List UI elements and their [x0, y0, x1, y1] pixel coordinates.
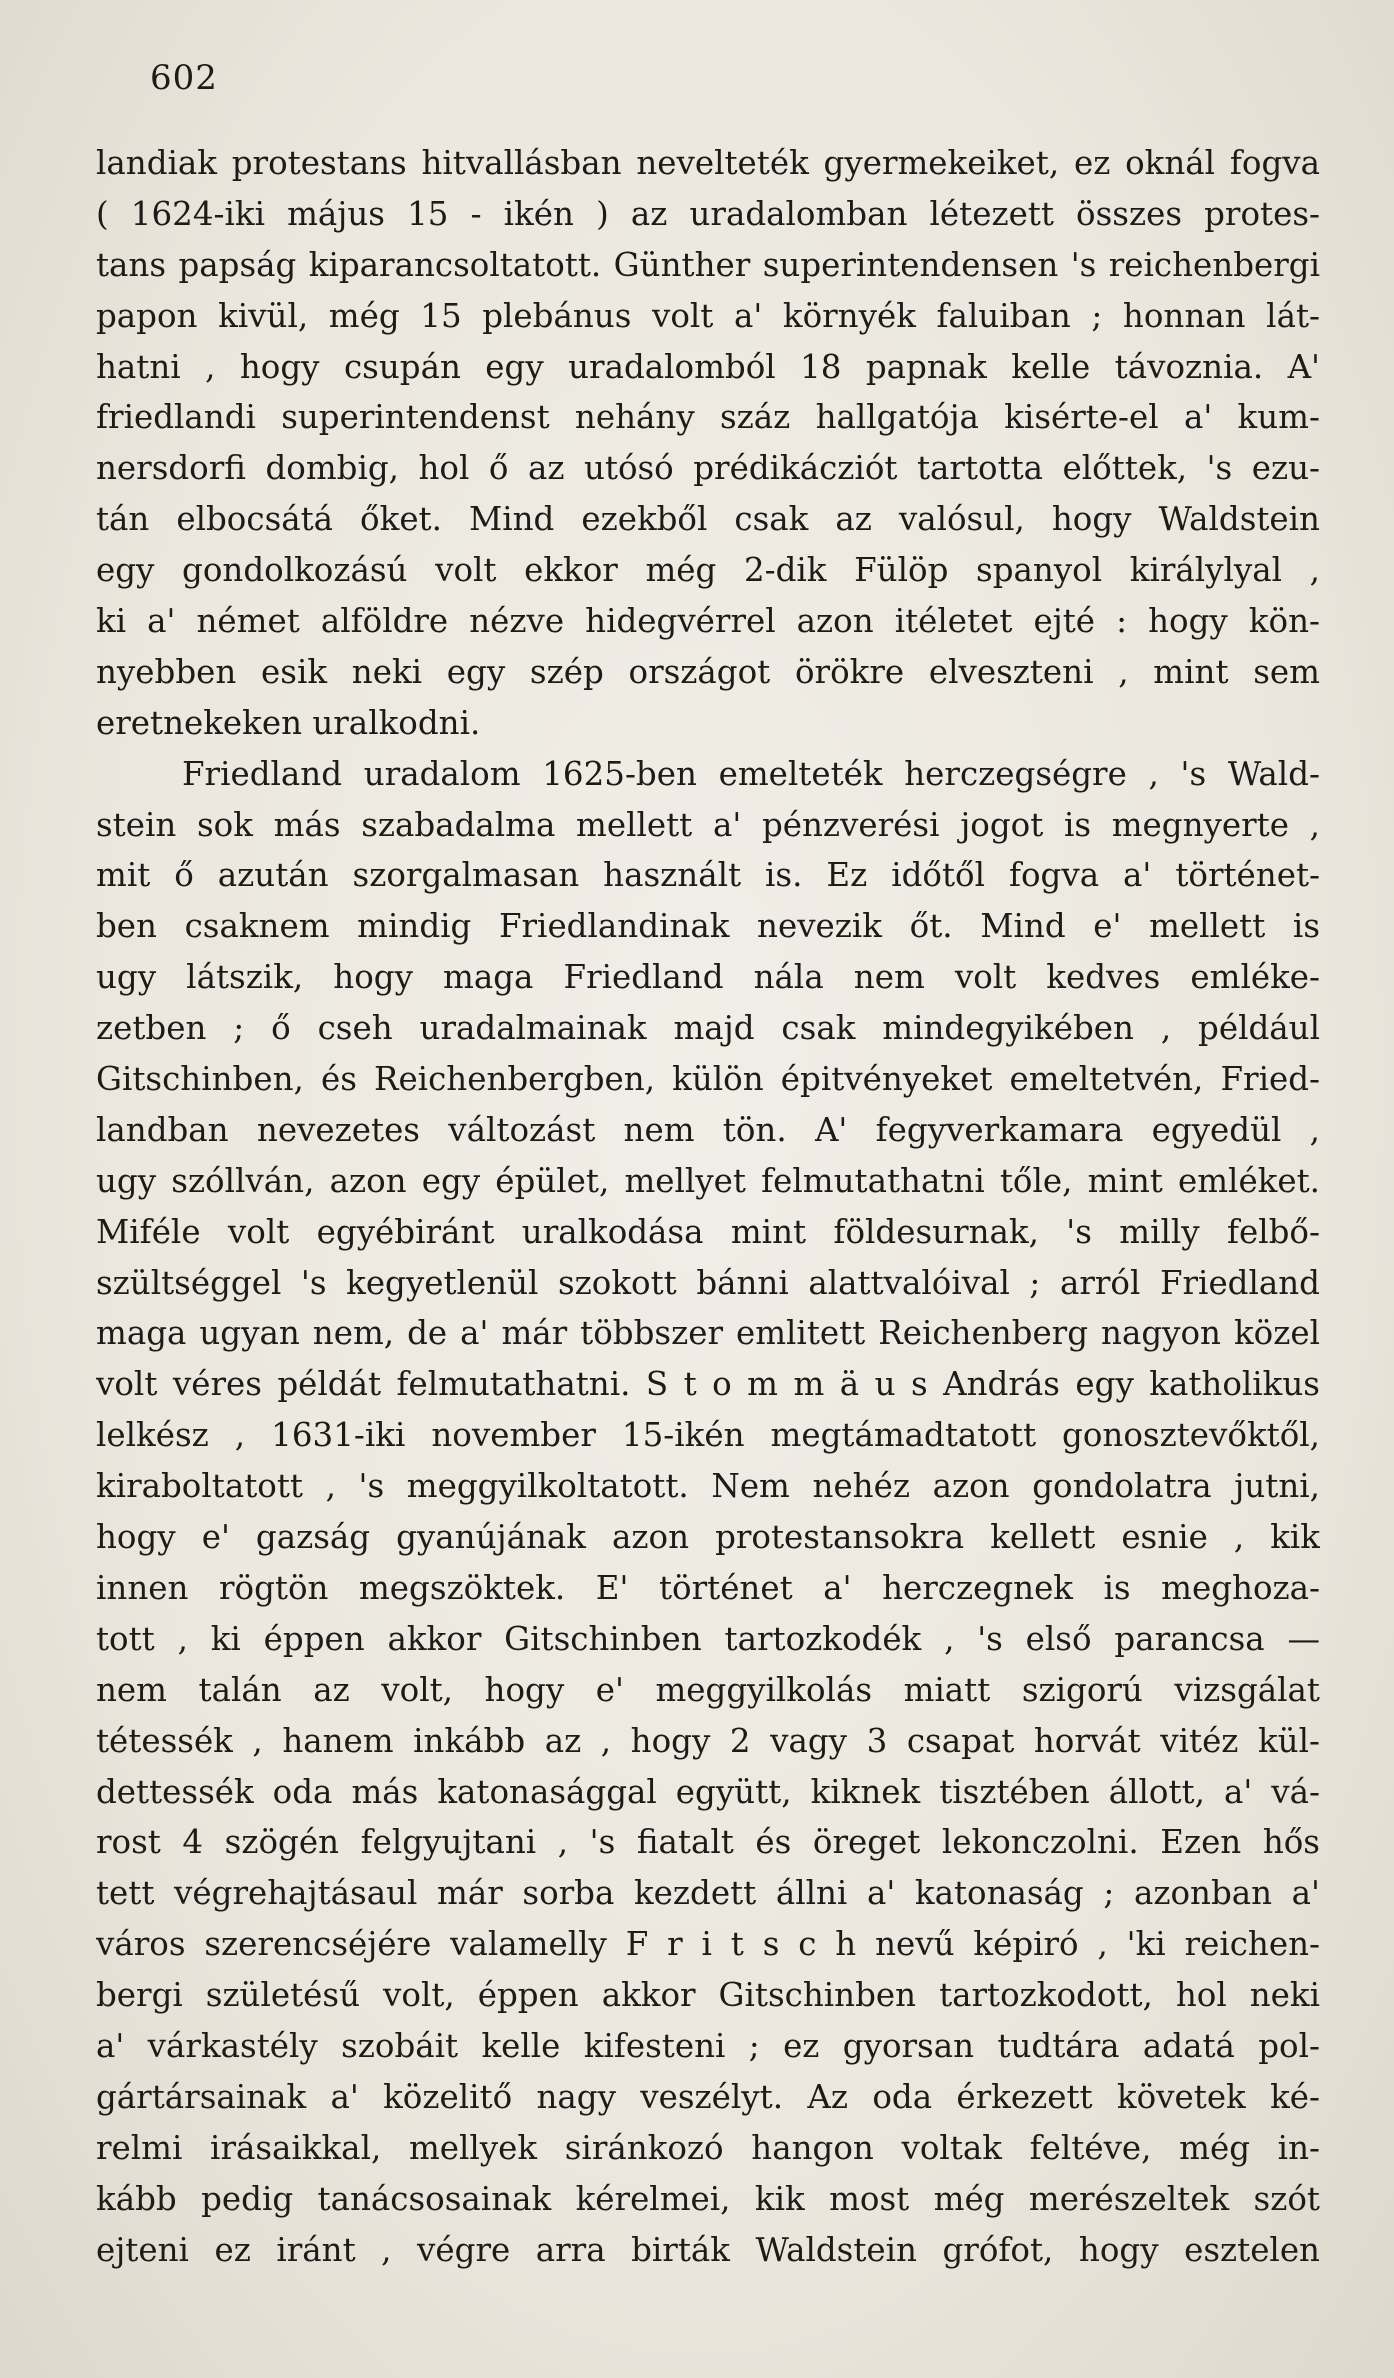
text-line: landiak protestans hitvallásban nevelteték gyermekeiket, ez oknál fogva: [96, 144, 1320, 182]
text-line: nem talán az volt, hogy e' meggyilkolás miatt szigorú vizsgálat: [96, 1670, 1320, 1709]
text-line: tans papság kiparancsoltatott. Günther superintendensen 's reichenbergi: [96, 245, 1320, 284]
paragraph-2: [96, 749, 1320, 2276]
text-line: papon kivül, még 15 plebánus volt a' környék faluiban ; honnan lát-: [96, 296, 1320, 335]
text-line: Friedland uradalom 1625-ben emelteték herczegségre , 's Wald-: [182, 754, 1320, 793]
text-line: relmi irásaikkal, mellyek siránkozó hangon voltak feltéve, még in-: [96, 2128, 1320, 2167]
text-line: Miféle volt egyébiránt uralkodása mint földesurnak, 's milly felbő-: [96, 1212, 1320, 1251]
text-line: gártársainak a' közelitő nagy veszélyt. Az oda érkezett követek ké-: [96, 2077, 1320, 2116]
text-line: volt véres példát felmutathatni. S t o m m ä u s András egy katholikus: [96, 1365, 1320, 1404]
text-line: tán elbocsátá őket. Mind ezekből csak az valósul, hogy Waldstein: [96, 500, 1320, 539]
text-line: nyebben esik neki egy szép országot örökre elveszteni , mint sem: [96, 652, 1320, 691]
text-line: innen rögtön megszöktek. E' történet a' herczegnek is meghoza-: [96, 1568, 1320, 1607]
text-line: tott , ki éppen akkor Gitschinben tartozkodék , 's első parancsa —: [96, 1619, 1320, 1658]
text-line: ugy szóllván, azon egy épület, mellyet felmutathatni tőle, mint emléket.: [96, 1161, 1320, 1200]
text-line: bergi születésű volt, éppen akkor Gitschinben tartozkodott, hol neki: [96, 1976, 1320, 2015]
text-line: a' várkastély szobáit kelle kifesteni ; ez gyorsan tudtára adatá pol-: [96, 2026, 1320, 2065]
text-line: ejteni ez iránt , végre arra birták Waldstein grófot, hogy esztelen: [96, 2230, 1320, 2269]
text-line: ben csaknem mindig Friedlandinak nevezik őt. Mind e' mellett is: [96, 907, 1320, 946]
body-text: [96, 138, 1320, 2275]
text-line: eretnekeken uralkodni.: [96, 703, 481, 742]
text-line: hatni , hogy csupán egy uradalomból 18 papnak kelle távoznia. A': [96, 347, 1320, 386]
text-line: Gitschinben, és Reichenbergben, külön épitvényeket emeltetvén, Fried-: [96, 1060, 1320, 1099]
text-line: ki a' német alföldre nézve hidegvérrel azon itéletet ejté : hogy kön-: [96, 602, 1320, 641]
text-line: landban nevezetes változást nem tön. A' fegyverkamara egyedül ,: [96, 1110, 1320, 1149]
text-line: stein sok más szabadalma mellett a' pénzverési jogot is megnyerte ,: [96, 805, 1320, 844]
text-line: dettessék oda más katonasággal együtt, kiknek tisztében állott, a' vá-: [96, 1772, 1320, 1811]
text-line: friedlandi superintendenst nehány száz hallgatója kisérte-el a' kum-: [96, 398, 1320, 437]
text-line: szültséggel 's kegyetlenül szokott bánni alattvalóival ; arról Friedland: [96, 1263, 1320, 1302]
text-line: nersdorfi dombig, hol ő az utósó prédikácziót tartotta előttek, 's ezu-: [96, 449, 1320, 488]
page-number: 602: [150, 58, 218, 98]
text-line: kiraboltatott , 's meggyilkoltatott. Nem nehéz azon gondolatra jutni,: [96, 1467, 1320, 1506]
text-line: ( 1624-iki május 15 - ikén ) az uradalomban létezett összes protes-: [96, 194, 1320, 233]
text-line: tétessék , hanem inkább az , hogy 2 vagy 3 csapat horvát vitéz kül-: [96, 1721, 1320, 1760]
text-line: zetben ; ő cseh uradalmainak majd csak mindegyikében , például: [96, 1009, 1320, 1048]
paragraph-1: [96, 138, 1320, 749]
text-line: egy gondolkozású volt ekkor még 2-dik Fülöp spanyol királylyal ,: [96, 551, 1320, 590]
text-line: tett végrehajtásaul már sorba kezdett állni a' katonaság ; azonban a': [96, 1874, 1320, 1913]
text-line: mit ő azután szorgalmasan használt is. Ez időtől fogva a' történet-: [96, 856, 1320, 895]
text-line: város szerencséjére valamelly F r i t s c h nevű képiró , 'ki reichen-: [96, 1925, 1320, 1964]
text-line: ugy látszik, hogy maga Friedland nála nem volt kedves emléke-: [96, 958, 1320, 997]
text-line: rost 4 szögén felgyujtani , 's fiatalt és öreget lekonczolni. Ezen hős: [96, 1823, 1320, 1862]
text-line: hogy e' gazság gyanújának azon protestansokra kellett esnie , kik: [96, 1518, 1320, 1557]
text-line: maga ugyan nem, de a' már többszer emlitett Reichenberg nagyon közel: [96, 1314, 1320, 1353]
text-line: kább pedig tanácsosainak kérelmei, kik most még merészeltek szót: [96, 2179, 1320, 2218]
text-line: lelkész , 1631-iki november 15-ikén megtámadtatott gonosztevőktől,: [96, 1416, 1320, 1455]
